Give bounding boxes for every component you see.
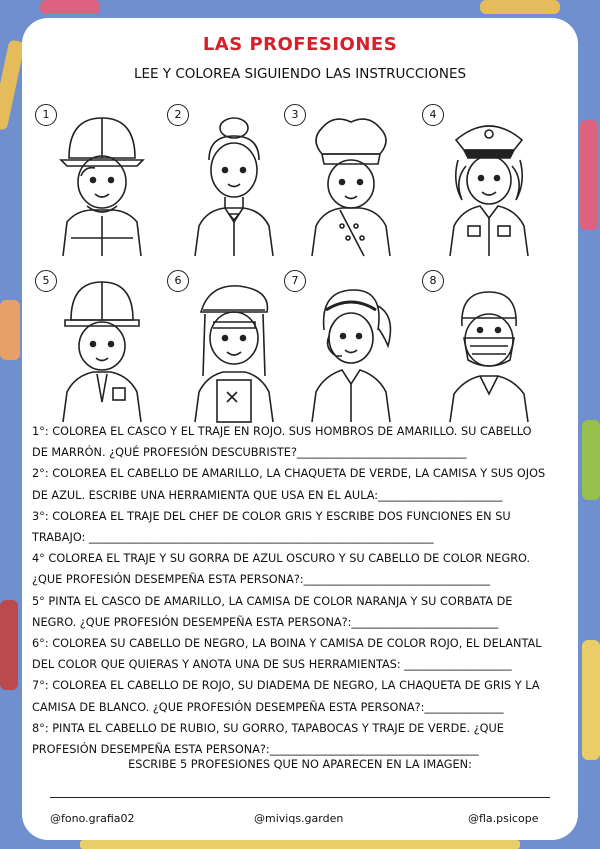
instruction-line: ¿QUE PROFESIÓN DESEMPEÑA ESTA PERSONA?:_________________________________ xyxy=(32,573,491,587)
instruction-line: 1°: COLOREA EL CASCO Y EL TRAJE EN ROJO. SUS HOMBROS DE AMARILLO. SU CABELLO xyxy=(32,425,532,438)
figure-6 xyxy=(167,270,287,420)
figure-7 xyxy=(284,270,404,420)
worksheet xyxy=(22,18,578,840)
instruction-line: CAMISA DE BLANCO. ¿QUE PROFESIÓN DESEMPEÑA ESTA PERSONA?:______________ xyxy=(32,700,504,714)
figure-3 xyxy=(284,104,404,254)
firefighter-icon xyxy=(57,110,147,258)
instruction-line: NEGRO. ¿QUE PROFESIÓN DESEMPEÑA ESTA PERSONA?:__________________________ xyxy=(32,615,499,629)
figure-4 xyxy=(422,104,542,254)
instruction-line: 3°: COLOREA EL TRAJE DEL CHEF DE COLOR GRIS Y ESCRIBE DOS FUNCIONES EN SU xyxy=(32,509,511,523)
instruction-line: 8°: PINTA EL CABELLO DE RUBIO, SU GORRO, TAPABOCAS Y TRAJE DE VERDE. ¿QUE xyxy=(32,721,504,735)
figure-5 xyxy=(35,270,155,420)
instruction-line: DEL COLOR QUE QUIERAS Y ANOTA UNA DE SUS HERRAMIENTAS: ___________________ xyxy=(32,658,512,672)
instruction-line: 6°: COLOREA SU CABELLO DE NEGRO, LA BOINA Y CAMISA DE COLOR ROJO, EL DELANTAL xyxy=(32,637,542,651)
figure-number-4: 4 xyxy=(422,104,444,126)
figure-number-3: 3 xyxy=(284,104,306,126)
figure-number-1: 1 xyxy=(35,104,57,126)
painter-artist-icon xyxy=(189,276,279,424)
extra-professions-prompt: ESCRIBE 5 PROFESIONES QUE NO APARECEN EN LA IMAGEN: xyxy=(128,758,472,771)
surgeon-icon xyxy=(444,276,534,424)
call-center-operator-icon xyxy=(306,276,396,424)
instructions xyxy=(32,421,568,760)
instruction-line: 5° PINTA EL CASCO DE AMARILLO, LA CAMISA DE COLOR NARANJA Y SU CORBATA DE xyxy=(32,594,513,608)
background-paint-decoration xyxy=(0,600,18,690)
instruction-line: TRABAJO: _____________________________________________________________ xyxy=(32,531,434,545)
office-worker-icon xyxy=(189,110,279,258)
figure-1 xyxy=(35,104,155,254)
instruction-line: DE AZUL. ESCRIBE UNA HERRAMIENTA QUE USA EN EL AULA:______________________ xyxy=(32,488,503,502)
figure-number-2: 2 xyxy=(167,104,189,126)
construction-worker-icon xyxy=(57,276,147,424)
footer-handle-left: @fono.grafia02 xyxy=(50,812,135,825)
instruction-line: 7°: COLOREA EL CABELLO DE ROJO, SU DIADEMA DE NEGRO, LA CHAQUETA DE GRIS Y LA xyxy=(32,679,540,693)
police-officer-icon xyxy=(444,110,534,258)
background-book-decoration xyxy=(582,420,600,500)
instruction-line: 2°: COLOREA EL CABELLO DE AMARILLO, LA CHAQUETA DE VERDE, LA CAMISA Y SUS OJOS xyxy=(32,467,546,481)
figure-number-5: 5 xyxy=(35,270,57,292)
instruction-line: DE MARRÓN. ¿QUÉ PROFESIÓN DESCUBRISTE?______________________________ xyxy=(32,446,467,460)
footer-handle-center: @miviqs.garden xyxy=(254,812,344,825)
background-bottom-decoration xyxy=(80,840,520,849)
instruction-line: PROFESIÓN DESEMPEÑA ESTA PERSONA?:_____________________________________ xyxy=(32,743,479,757)
background-brush-decoration xyxy=(480,0,560,14)
background-crayon-decoration xyxy=(582,640,600,760)
chef-icon xyxy=(306,110,396,258)
page-subtitle: LEE Y COLOREA SIGUIENDO LAS INSTRUCCIONES xyxy=(133,66,467,82)
figure-number-8: 8 xyxy=(422,270,444,292)
figure-8 xyxy=(422,270,542,420)
figure-2 xyxy=(167,104,287,254)
answer-line xyxy=(50,797,550,798)
page-title: LAS PROFESIONES xyxy=(202,34,398,55)
instruction-line: 4° COLOREA EL TRAJE Y SU GORRA DE AZUL OSCURO Y SU CABELLO DE COLOR NEGRO. xyxy=(32,552,531,566)
figure-number-6: 6 xyxy=(167,270,189,292)
figure-number-7: 7 xyxy=(284,270,306,292)
footer-handle-right: @fla.psicope xyxy=(468,812,539,825)
background-eraser-decoration xyxy=(0,300,20,360)
background-apple-decoration xyxy=(40,0,100,14)
background-ruler-decoration xyxy=(580,120,598,230)
